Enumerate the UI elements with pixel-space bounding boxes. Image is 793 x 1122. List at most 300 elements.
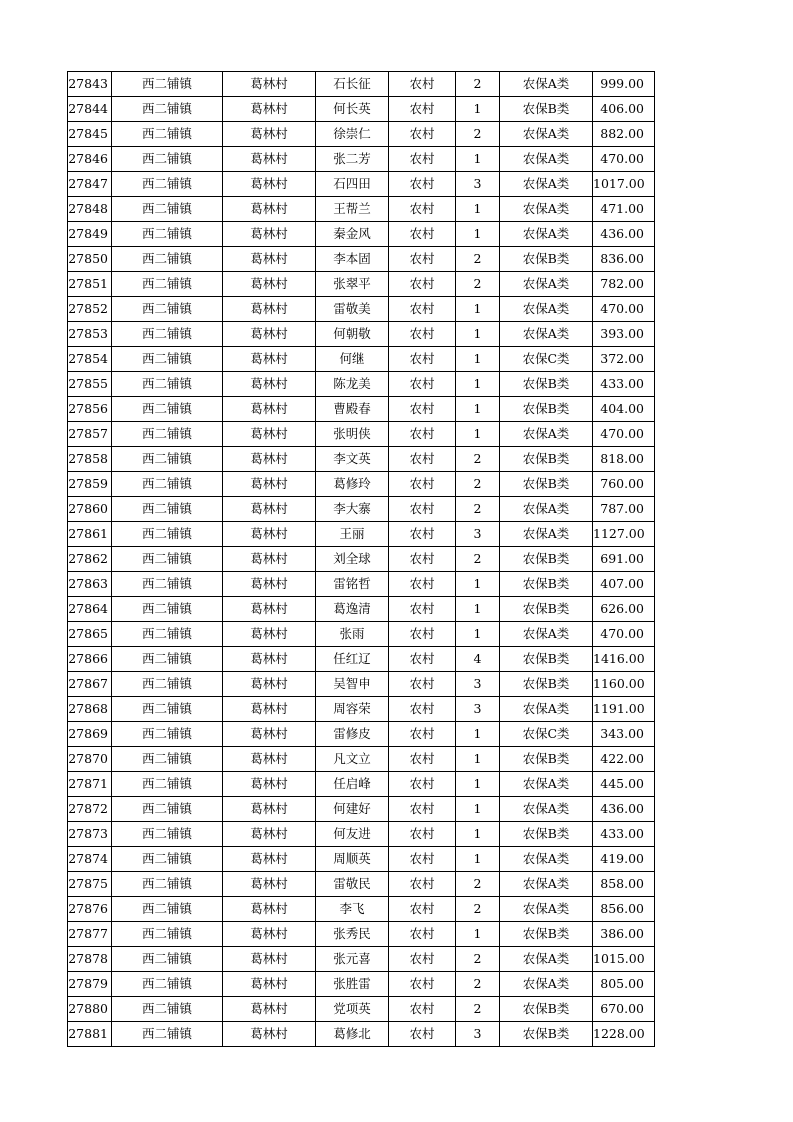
table-row (68, 847, 655, 872)
person-name-cell: 张元喜 (316, 947, 389, 972)
amount-cell: 787.00 (593, 497, 655, 522)
town-cell: 西二铺镇 (112, 197, 223, 222)
insurance-category-cell: 农保A类 (500, 297, 593, 322)
household-count-cell: 2 (456, 972, 500, 997)
insurance-category-cell: 农保A类 (500, 622, 593, 647)
insurance-category-cell: 农保A类 (500, 972, 593, 997)
village-cell: 葛林村 (223, 1022, 316, 1047)
insurance-category-cell: 农保B类 (500, 397, 593, 422)
town-cell: 西二铺镇 (112, 697, 223, 722)
record-id-cell: 27877 (68, 922, 112, 947)
household-count-cell: 1 (456, 747, 500, 772)
town-cell: 西二铺镇 (112, 522, 223, 547)
town-cell: 西二铺镇 (112, 547, 223, 572)
insurance-category-cell: 农保B类 (500, 647, 593, 672)
area-type-cell: 农村 (389, 847, 456, 872)
household-count-cell: 3 (456, 1022, 500, 1047)
records-table (67, 71, 655, 1047)
amount-cell: 805.00 (593, 972, 655, 997)
village-cell: 葛林村 (223, 247, 316, 272)
household-count-cell: 2 (456, 72, 500, 97)
table-row (68, 822, 655, 847)
village-cell: 葛林村 (223, 372, 316, 397)
village-cell: 葛林村 (223, 747, 316, 772)
amount-cell: 445.00 (593, 772, 655, 797)
record-id-cell: 27879 (68, 972, 112, 997)
person-name-cell: 葛修玲 (316, 472, 389, 497)
insurance-category-cell: 农保C类 (500, 722, 593, 747)
record-id-cell: 27864 (68, 597, 112, 622)
amount-cell: 760.00 (593, 472, 655, 497)
table-row (68, 647, 655, 672)
area-type-cell: 农村 (389, 672, 456, 697)
area-type-cell: 农村 (389, 472, 456, 497)
person-name-cell: 王丽 (316, 522, 389, 547)
record-id-cell: 27861 (68, 522, 112, 547)
household-count-cell: 2 (456, 872, 500, 897)
person-name-cell: 张翠平 (316, 272, 389, 297)
amount-cell: 856.00 (593, 897, 655, 922)
household-count-cell: 2 (456, 122, 500, 147)
village-cell: 葛林村 (223, 147, 316, 172)
table-row (68, 122, 655, 147)
amount-cell: 691.00 (593, 547, 655, 572)
table-row (68, 772, 655, 797)
amount-cell: 1017.00 (593, 172, 655, 197)
insurance-category-cell: 农保A类 (500, 272, 593, 297)
amount-cell: 436.00 (593, 797, 655, 822)
record-id-cell: 27874 (68, 847, 112, 872)
village-cell: 葛林村 (223, 697, 316, 722)
amount-cell: 882.00 (593, 122, 655, 147)
area-type-cell: 农村 (389, 597, 456, 622)
insurance-category-cell: 农保B类 (500, 447, 593, 472)
village-cell: 葛林村 (223, 997, 316, 1022)
amount-cell: 470.00 (593, 147, 655, 172)
village-cell: 葛林村 (223, 622, 316, 647)
person-name-cell: 张明侠 (316, 422, 389, 447)
town-cell: 西二铺镇 (112, 722, 223, 747)
area-type-cell: 农村 (389, 897, 456, 922)
amount-cell: 372.00 (593, 347, 655, 372)
record-id-cell: 27871 (68, 772, 112, 797)
person-name-cell: 周容荣 (316, 697, 389, 722)
town-cell: 西二铺镇 (112, 222, 223, 247)
town-cell: 西二铺镇 (112, 797, 223, 822)
table-row (68, 722, 655, 747)
amount-cell: 404.00 (593, 397, 655, 422)
amount-cell: 1228.00 (593, 1022, 655, 1047)
record-id-cell: 27862 (68, 547, 112, 572)
town-cell: 西二铺镇 (112, 397, 223, 422)
table-row (68, 872, 655, 897)
table-row (68, 922, 655, 947)
town-cell: 西二铺镇 (112, 622, 223, 647)
record-id-cell: 27849 (68, 222, 112, 247)
person-name-cell: 吴智申 (316, 672, 389, 697)
person-name-cell: 张秀民 (316, 922, 389, 947)
household-count-cell: 1 (456, 772, 500, 797)
area-type-cell: 农村 (389, 822, 456, 847)
household-count-cell: 1 (456, 922, 500, 947)
amount-cell: 386.00 (593, 922, 655, 947)
insurance-category-cell: 农保B类 (500, 97, 593, 122)
person-name-cell: 任启峰 (316, 772, 389, 797)
insurance-category-cell: 农保B类 (500, 672, 593, 697)
amount-cell: 858.00 (593, 872, 655, 897)
household-count-cell: 1 (456, 347, 500, 372)
village-cell: 葛林村 (223, 797, 316, 822)
area-type-cell: 农村 (389, 722, 456, 747)
amount-cell: 393.00 (593, 322, 655, 347)
area-type-cell: 农村 (389, 772, 456, 797)
record-id-cell: 27843 (68, 72, 112, 97)
household-count-cell: 3 (456, 672, 500, 697)
household-count-cell: 1 (456, 397, 500, 422)
household-count-cell: 2 (456, 547, 500, 572)
household-count-cell: 1 (456, 297, 500, 322)
person-name-cell: 徐崇仁 (316, 122, 389, 147)
household-count-cell: 1 (456, 797, 500, 822)
record-id-cell: 27845 (68, 122, 112, 147)
person-name-cell: 何长英 (316, 97, 389, 122)
area-type-cell: 农村 (389, 422, 456, 447)
insurance-category-cell: 农保B类 (500, 247, 593, 272)
person-name-cell: 石四田 (316, 172, 389, 197)
record-id-cell: 27863 (68, 572, 112, 597)
village-cell: 葛林村 (223, 822, 316, 847)
insurance-category-cell: 农保B类 (500, 572, 593, 597)
table-row (68, 997, 655, 1022)
person-name-cell: 何继 (316, 347, 389, 372)
village-cell: 葛林村 (223, 947, 316, 972)
area-type-cell: 农村 (389, 372, 456, 397)
table-row (68, 147, 655, 172)
record-id-cell: 27880 (68, 997, 112, 1022)
insurance-category-cell: 农保B类 (500, 822, 593, 847)
area-type-cell: 农村 (389, 322, 456, 347)
town-cell: 西二铺镇 (112, 647, 223, 672)
record-id-cell: 27867 (68, 672, 112, 697)
village-cell: 葛林村 (223, 972, 316, 997)
village-cell: 葛林村 (223, 672, 316, 697)
household-count-cell: 2 (456, 897, 500, 922)
amount-cell: 818.00 (593, 447, 655, 472)
area-type-cell: 农村 (389, 447, 456, 472)
record-id-cell: 27859 (68, 472, 112, 497)
insurance-category-cell: 农保B类 (500, 597, 593, 622)
person-name-cell: 葛修北 (316, 1022, 389, 1047)
village-cell: 葛林村 (223, 297, 316, 322)
town-cell: 西二铺镇 (112, 172, 223, 197)
area-type-cell: 农村 (389, 97, 456, 122)
area-type-cell: 农村 (389, 172, 456, 197)
record-id-cell: 27856 (68, 397, 112, 422)
household-count-cell: 1 (456, 372, 500, 397)
table-row (68, 547, 655, 572)
table-row (68, 422, 655, 447)
town-cell: 西二铺镇 (112, 997, 223, 1022)
household-count-cell: 1 (456, 197, 500, 222)
table-row (68, 597, 655, 622)
insurance-category-cell: 农保A类 (500, 872, 593, 897)
table-row (68, 522, 655, 547)
record-id-cell: 27865 (68, 622, 112, 647)
town-cell: 西二铺镇 (112, 447, 223, 472)
person-name-cell: 党项英 (316, 997, 389, 1022)
amount-cell: 433.00 (593, 822, 655, 847)
amount-cell: 406.00 (593, 97, 655, 122)
record-id-cell: 27875 (68, 872, 112, 897)
area-type-cell: 农村 (389, 297, 456, 322)
table-row (68, 497, 655, 522)
table-row (68, 297, 655, 322)
area-type-cell: 农村 (389, 872, 456, 897)
amount-cell: 471.00 (593, 197, 655, 222)
table-row (68, 347, 655, 372)
household-count-cell: 1 (456, 97, 500, 122)
person-name-cell: 秦金风 (316, 222, 389, 247)
person-name-cell: 刘全球 (316, 547, 389, 572)
town-cell: 西二铺镇 (112, 322, 223, 347)
table-row (68, 947, 655, 972)
record-id-cell: 27869 (68, 722, 112, 747)
town-cell: 西二铺镇 (112, 347, 223, 372)
area-type-cell: 农村 (389, 122, 456, 147)
amount-cell: 626.00 (593, 597, 655, 622)
amount-cell: 1127.00 (593, 522, 655, 547)
town-cell: 西二铺镇 (112, 897, 223, 922)
table-row (68, 447, 655, 472)
person-name-cell: 何友进 (316, 822, 389, 847)
table-row (68, 747, 655, 772)
record-id-cell: 27852 (68, 297, 112, 322)
record-id-cell: 27850 (68, 247, 112, 272)
table-row (68, 972, 655, 997)
village-cell: 葛林村 (223, 847, 316, 872)
table-row (68, 897, 655, 922)
area-type-cell: 农村 (389, 547, 456, 572)
amount-cell: 1015.00 (593, 947, 655, 972)
table-row (68, 472, 655, 497)
town-cell: 西二铺镇 (112, 1022, 223, 1047)
amount-cell: 433.00 (593, 372, 655, 397)
amount-cell: 1191.00 (593, 697, 655, 722)
person-name-cell: 李本固 (316, 247, 389, 272)
table-row (68, 672, 655, 697)
insurance-category-cell: 农保B类 (500, 372, 593, 397)
town-cell: 西二铺镇 (112, 597, 223, 622)
insurance-category-cell: 农保B类 (500, 922, 593, 947)
amount-cell: 470.00 (593, 297, 655, 322)
insurance-category-cell: 农保A类 (500, 147, 593, 172)
area-type-cell: 农村 (389, 997, 456, 1022)
village-cell: 葛林村 (223, 522, 316, 547)
person-name-cell: 周顺英 (316, 847, 389, 872)
area-type-cell: 农村 (389, 272, 456, 297)
insurance-category-cell: 农保A类 (500, 697, 593, 722)
person-name-cell: 雷敬民 (316, 872, 389, 897)
town-cell: 西二铺镇 (112, 147, 223, 172)
record-id-cell: 27872 (68, 797, 112, 822)
area-type-cell: 农村 (389, 622, 456, 647)
household-count-cell: 3 (456, 522, 500, 547)
insurance-category-cell: 农保A类 (500, 522, 593, 547)
household-count-cell: 1 (456, 222, 500, 247)
person-name-cell: 张雨 (316, 622, 389, 647)
table-body (68, 72, 655, 1047)
insurance-category-cell: 农保A类 (500, 322, 593, 347)
amount-cell: 836.00 (593, 247, 655, 272)
record-id-cell: 27878 (68, 947, 112, 972)
town-cell: 西二铺镇 (112, 747, 223, 772)
table-row (68, 197, 655, 222)
amount-cell: 422.00 (593, 747, 655, 772)
village-cell: 葛林村 (223, 172, 316, 197)
village-cell: 葛林村 (223, 722, 316, 747)
record-id-cell: 27847 (68, 172, 112, 197)
village-cell: 葛林村 (223, 397, 316, 422)
household-count-cell: 1 (456, 147, 500, 172)
household-count-cell: 3 (456, 172, 500, 197)
person-name-cell: 陈龙美 (316, 372, 389, 397)
insurance-category-cell: 农保C类 (500, 347, 593, 372)
insurance-category-cell: 农保A类 (500, 422, 593, 447)
record-id-cell: 27848 (68, 197, 112, 222)
insurance-category-cell: 农保A类 (500, 897, 593, 922)
town-cell: 西二铺镇 (112, 272, 223, 297)
area-type-cell: 农村 (389, 72, 456, 97)
area-type-cell: 农村 (389, 522, 456, 547)
table-row (68, 272, 655, 297)
town-cell: 西二铺镇 (112, 572, 223, 597)
village-cell: 葛林村 (223, 897, 316, 922)
household-count-cell: 2 (456, 472, 500, 497)
insurance-category-cell: 农保B类 (500, 472, 593, 497)
town-cell: 西二铺镇 (112, 822, 223, 847)
record-id-cell: 27858 (68, 447, 112, 472)
village-cell: 葛林村 (223, 597, 316, 622)
town-cell: 西二铺镇 (112, 872, 223, 897)
village-cell: 葛林村 (223, 647, 316, 672)
insurance-category-cell: 农保A类 (500, 947, 593, 972)
area-type-cell: 农村 (389, 347, 456, 372)
village-cell: 葛林村 (223, 72, 316, 97)
household-count-cell: 3 (456, 697, 500, 722)
area-type-cell: 农村 (389, 247, 456, 272)
village-cell: 葛林村 (223, 497, 316, 522)
household-count-cell: 1 (456, 622, 500, 647)
insurance-category-cell: 农保B类 (500, 547, 593, 572)
amount-cell: 782.00 (593, 272, 655, 297)
person-name-cell: 任红辽 (316, 647, 389, 672)
person-name-cell: 何建好 (316, 797, 389, 822)
record-id-cell: 27870 (68, 747, 112, 772)
village-cell: 葛林村 (223, 197, 316, 222)
household-count-cell: 1 (456, 322, 500, 347)
amount-cell: 670.00 (593, 997, 655, 1022)
area-type-cell: 农村 (389, 697, 456, 722)
town-cell: 西二铺镇 (112, 472, 223, 497)
town-cell: 西二铺镇 (112, 497, 223, 522)
town-cell: 西二铺镇 (112, 922, 223, 947)
person-name-cell: 李文英 (316, 447, 389, 472)
village-cell: 葛林村 (223, 872, 316, 897)
person-name-cell: 李大寨 (316, 497, 389, 522)
record-id-cell: 27881 (68, 1022, 112, 1047)
village-cell: 葛林村 (223, 572, 316, 597)
person-name-cell: 石长征 (316, 72, 389, 97)
table-row (68, 797, 655, 822)
insurance-category-cell: 农保B类 (500, 997, 593, 1022)
insurance-category-cell: 农保A类 (500, 772, 593, 797)
household-count-cell: 1 (456, 847, 500, 872)
person-name-cell: 凡文立 (316, 747, 389, 772)
table-row (68, 322, 655, 347)
town-cell: 西二铺镇 (112, 847, 223, 872)
insurance-category-cell: 农保A类 (500, 222, 593, 247)
amount-cell: 1160.00 (593, 672, 655, 697)
insurance-category-cell: 农保A类 (500, 497, 593, 522)
table-row (68, 1022, 655, 1047)
area-type-cell: 农村 (389, 222, 456, 247)
household-count-cell: 2 (456, 447, 500, 472)
record-id-cell: 27860 (68, 497, 112, 522)
insurance-category-cell: 农保A类 (500, 197, 593, 222)
area-type-cell: 农村 (389, 972, 456, 997)
record-id-cell: 27844 (68, 97, 112, 122)
town-cell: 西二铺镇 (112, 672, 223, 697)
record-id-cell: 27857 (68, 422, 112, 447)
record-id-cell: 27846 (68, 147, 112, 172)
record-id-cell: 27866 (68, 647, 112, 672)
person-name-cell: 雷铭哲 (316, 572, 389, 597)
record-id-cell: 27854 (68, 347, 112, 372)
table-row (68, 622, 655, 647)
area-type-cell: 农村 (389, 497, 456, 522)
insurance-category-cell: 农保B类 (500, 1022, 593, 1047)
insurance-category-cell: 农保A类 (500, 797, 593, 822)
town-cell: 西二铺镇 (112, 72, 223, 97)
area-type-cell: 农村 (389, 797, 456, 822)
town-cell: 西二铺镇 (112, 97, 223, 122)
record-id-cell: 27855 (68, 372, 112, 397)
record-id-cell: 27853 (68, 322, 112, 347)
household-count-cell: 2 (456, 497, 500, 522)
record-id-cell: 27868 (68, 697, 112, 722)
insurance-category-cell: 农保B类 (500, 747, 593, 772)
table-row (68, 572, 655, 597)
town-cell: 西二铺镇 (112, 972, 223, 997)
area-type-cell: 农村 (389, 922, 456, 947)
amount-cell: 1416.00 (593, 647, 655, 672)
table-row (68, 172, 655, 197)
town-cell: 西二铺镇 (112, 372, 223, 397)
amount-cell: 999.00 (593, 72, 655, 97)
person-name-cell: 曹殿春 (316, 397, 389, 422)
village-cell: 葛林村 (223, 322, 316, 347)
insurance-category-cell: 农保A类 (500, 847, 593, 872)
amount-cell: 343.00 (593, 722, 655, 747)
person-name-cell: 葛逸清 (316, 597, 389, 622)
village-cell: 葛林村 (223, 347, 316, 372)
insurance-category-cell: 农保A类 (500, 172, 593, 197)
village-cell: 葛林村 (223, 447, 316, 472)
insurance-category-cell: 农保A类 (500, 122, 593, 147)
amount-cell: 436.00 (593, 222, 655, 247)
area-type-cell: 农村 (389, 572, 456, 597)
village-cell: 葛林村 (223, 772, 316, 797)
